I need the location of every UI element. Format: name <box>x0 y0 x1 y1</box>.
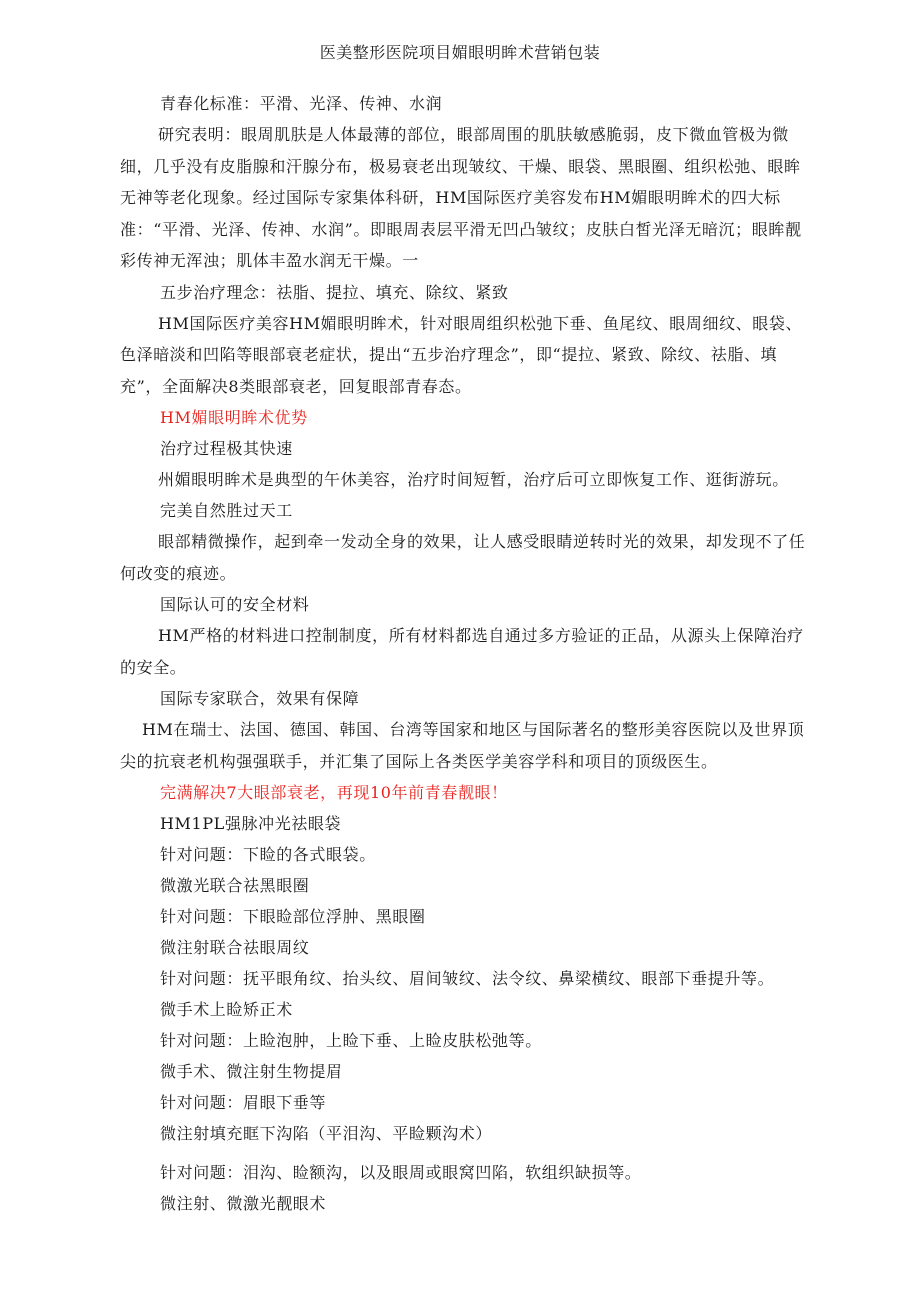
document-title: 医美整形医院项目媚眼明眸术营销包装 <box>319 43 601 62</box>
item-brow-title: 微手术、微注射生物提眉 <box>160 1062 343 1081</box>
document-body <box>120 88 810 1219</box>
natural-heading: 完美自然胜过天工 <box>160 501 293 520</box>
item-laser-target: 针对问题：下眼睑部位浮肿、黑眼圈 <box>160 907 426 926</box>
item-eyelid-title: 微手术上睑矫正术 <box>160 1000 293 1019</box>
natural-text: 眼部精微操作，起到牵一发动全身的效果，让人感受眼睛逆转时光的效果，却发现不了任何改变的痕迹。 <box>120 532 806 583</box>
natural-paragraph <box>120 526 810 589</box>
safety-text: HM严格的材料进口控制制度，所有材料都选自通过多方验证的正品，从源头上保障治疗的安全。 <box>120 626 804 677</box>
experts-text: HM在瑞士、法国、德国、韩国、台湾等国家和地区与国际著名的整形美容医院以及世界顶尖的抗衰老机构强强联手，并汇集了国际上各类医学美容学科和项目的顶级医生。 <box>120 720 805 771</box>
item-tear-trough-title: 微注射填充眶下沟陷（平泪沟、平睑颗沟术） <box>160 1124 493 1143</box>
safety-heading: 国际认可的安全材料 <box>160 595 310 614</box>
five-step-text: HM国际医疗美容HM媚眼明眸术，针对眼周组织松弛下垂、鱼尾纹、眼周细纹、眼袋、色泽暗淡和凹陷等眼部衰老症状，提出“五步治疗理念”，即“提拉、紧致、除纹、祛脂、填充”，全面解决8类眼部衰老，回复眼部青春态。 <box>120 313 803 396</box>
item-injection-target: 针对问题：抚平眼角纹、抬头纹、眉间皱纹、法令纹、鼻梁横纹、眼部下垂提升等。 <box>160 969 775 988</box>
seven-aging-heading: 完满解决7大眼部衰老，再现10年前青春靓眼！ <box>160 783 508 802</box>
five-step-paragraph <box>120 308 810 403</box>
item-brow-target: 针对问题：眉眼下垂等 <box>160 1093 327 1112</box>
fast-heading: 治疗过程极其快速 <box>160 439 293 458</box>
item-injection-title: 微注射联合祛眼周纹 <box>160 938 310 957</box>
item-tear-trough-target: 针对问题：泪沟、睑额沟，以及眼周或眼窝凹陷，软组织缺损等。 <box>160 1163 642 1182</box>
experts-heading: 国际专家联合，效果有保障 <box>160 689 360 708</box>
item-eyelid-target: 针对问题：上睑泡肿，上睑下垂、上睑皮肤松弛等。 <box>160 1031 542 1050</box>
item-laser-title: 微激光联合祛黑眼圈 <box>160 876 310 895</box>
item-bright-eye-title: 微注射、微激光靓眼术 <box>160 1194 327 1213</box>
item-ipl-title: HM1PL强脉冲光祛眼袋 <box>160 814 342 833</box>
standard-heading: 青春化标准：平滑、光泽、传神、水润 <box>160 94 443 113</box>
item-ipl-target: 针对问题：下睑的各式眼袋。 <box>160 845 376 864</box>
safety-paragraph <box>120 620 810 683</box>
experts-paragraph <box>120 714 810 777</box>
research-text: 研究表明：眼周肌肤是人体最薄的部位，眼部周围的肌肤敏感脆弱，皮下微血管极为微细，几乎没有皮脂腺和汗腺分布，极易衰老出现皱纹、干燥、眼袋、黑眼圈、组织松弛、眼眸无神等老化现象。经过国际专家集体科研，HM国际医疗美容发布HM媚眼明眸术的四大标准：“平滑、光泽、传神、水润”。即眼周表层平滑无凹凸皱纹；皮肤白皙光泽无暗沉；眼眸靓彩传神无浑浊；肌体丰盈水润无干燥。一 <box>120 125 802 270</box>
research-paragraph <box>120 119 810 277</box>
fast-text: 州媚眼明眸术是典型的午休美容，治疗时间短暂，治疗后可立即恢复工作、逛街游玩。 <box>158 470 789 489</box>
five-step-heading: 五步治疗理念：祛脂、提拉、填充、除纹、紧致 <box>160 282 509 302</box>
advantage-heading: HM媚眼明眸术优势 <box>160 408 308 427</box>
